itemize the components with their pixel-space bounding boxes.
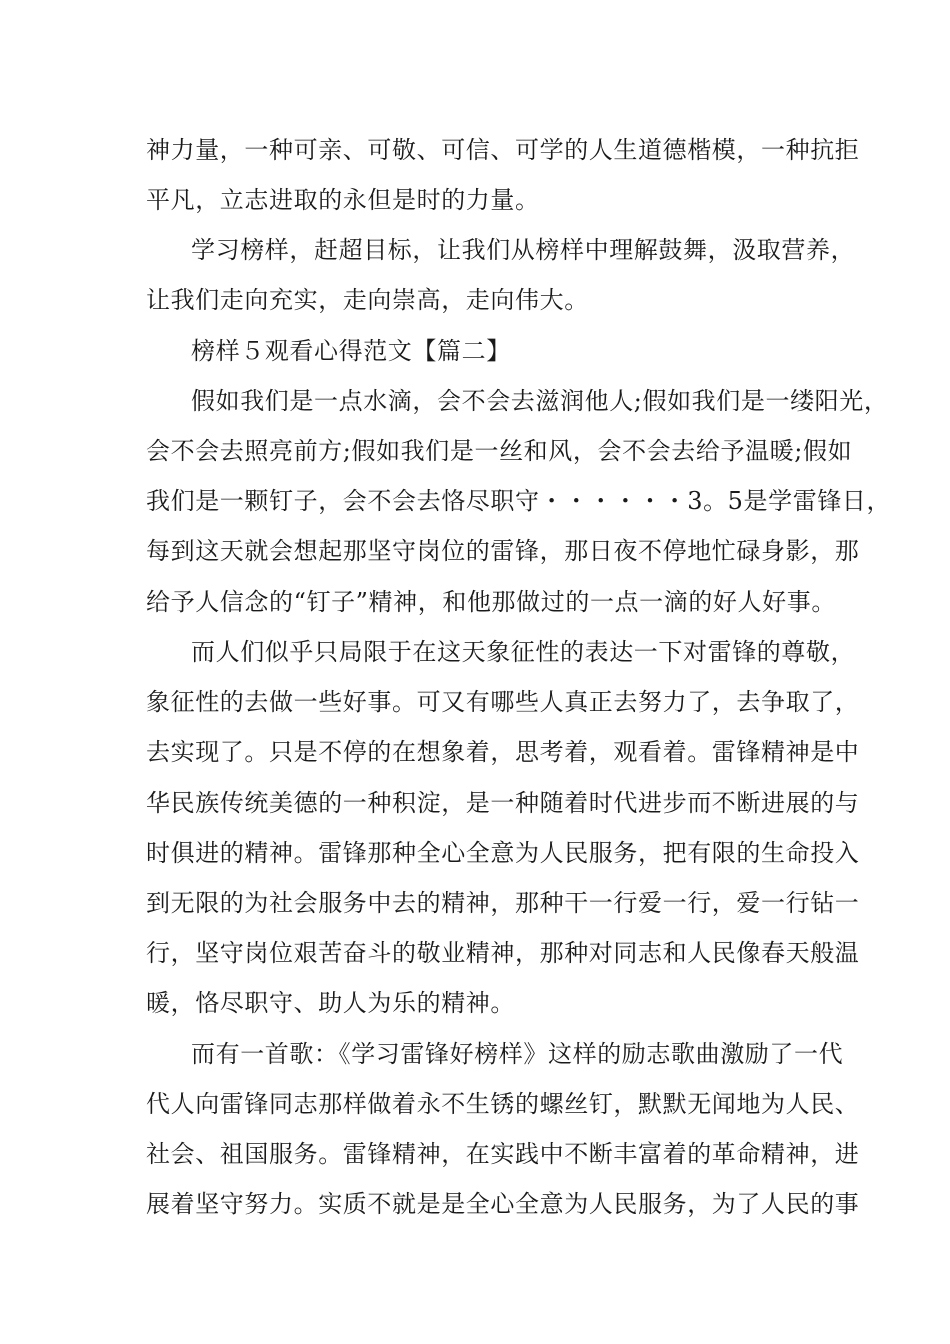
text-line: 时俱进的精神。雷锋那种全心全意为人民服务，把有限的生命投入: [146, 839, 860, 867]
text-line: 让我们走向充实，走向崇高，走向伟大。: [146, 286, 589, 314]
text-line: 展着坚守努力。实质不就是是全心全意为人民服务，为了人民的事: [146, 1190, 860, 1218]
text-line: 到无限的为社会服务中去的精神，那种干一行爱一行，爱一行钻一: [146, 889, 860, 917]
text-line: 而有一首歌：《学习雷锋好榜样》这样的励志歌曲激励了一代: [191, 1040, 844, 1068]
text-line: 平凡，立志进取的永但是时的力量。: [146, 186, 540, 214]
text-line: 社会、祖国服务。雷锋精神，在实践中不断丰富着的革命精神，进: [146, 1140, 860, 1168]
text-line: 学习榜样，赶超目标，让我们从榜样中理解鼓舞，汲取营养，: [191, 236, 856, 264]
text-line: 华民族传统美德的一种积淀，是一种随着时代进步而不断进展的与: [146, 789, 860, 817]
text-line: 代人向雷锋同志那样做着永不生锈的螺丝钉，默默无闻地为人民、: [146, 1090, 860, 1118]
text-line: 而人们似乎只局限于在这天象征性的表达一下对雷锋的尊敬，: [191, 638, 856, 666]
text-line: 暖，恪尽职守、助人为乐的精神。: [146, 989, 515, 1017]
text-line: 我们是一颗钉子，会不会去恪尽职守・・・・・・3。5是学雷锋日，: [146, 487, 892, 515]
section-heading: 榜样５观看心得范文【篇二】: [191, 337, 511, 365]
text-line: 去实现了。只是不停的在想象着，思考着，观看着。雷锋精神是中: [146, 738, 860, 766]
text-line: 会不会去照亮前方;假如我们是一丝和风，会不会去给予温暖;假如: [146, 437, 853, 465]
text-line: 行，坚守岗位艰苦奋斗的敬业精神，那种对同志和人民像春天般温: [146, 939, 860, 967]
text-line: 每到这天就会想起那坚守岗位的雷锋，那日夜不停地忙碌身影，那: [146, 537, 860, 565]
text-line: 给予人信念的“钉子”精神，和他那做过的一点一滴的好人好事。: [146, 588, 836, 616]
text-line: 神力量，一种可亲、可敬、可信、可学的人生道德楷模，一种抗拒: [146, 136, 860, 164]
text-line: 假如我们是一点水滴，会不会去滋润他人;假如我们是一缕阳光，: [191, 387, 889, 415]
text-line: 象征性的去做一些好事。可又有哪些人真正去努力了，去争取了，: [146, 688, 860, 716]
